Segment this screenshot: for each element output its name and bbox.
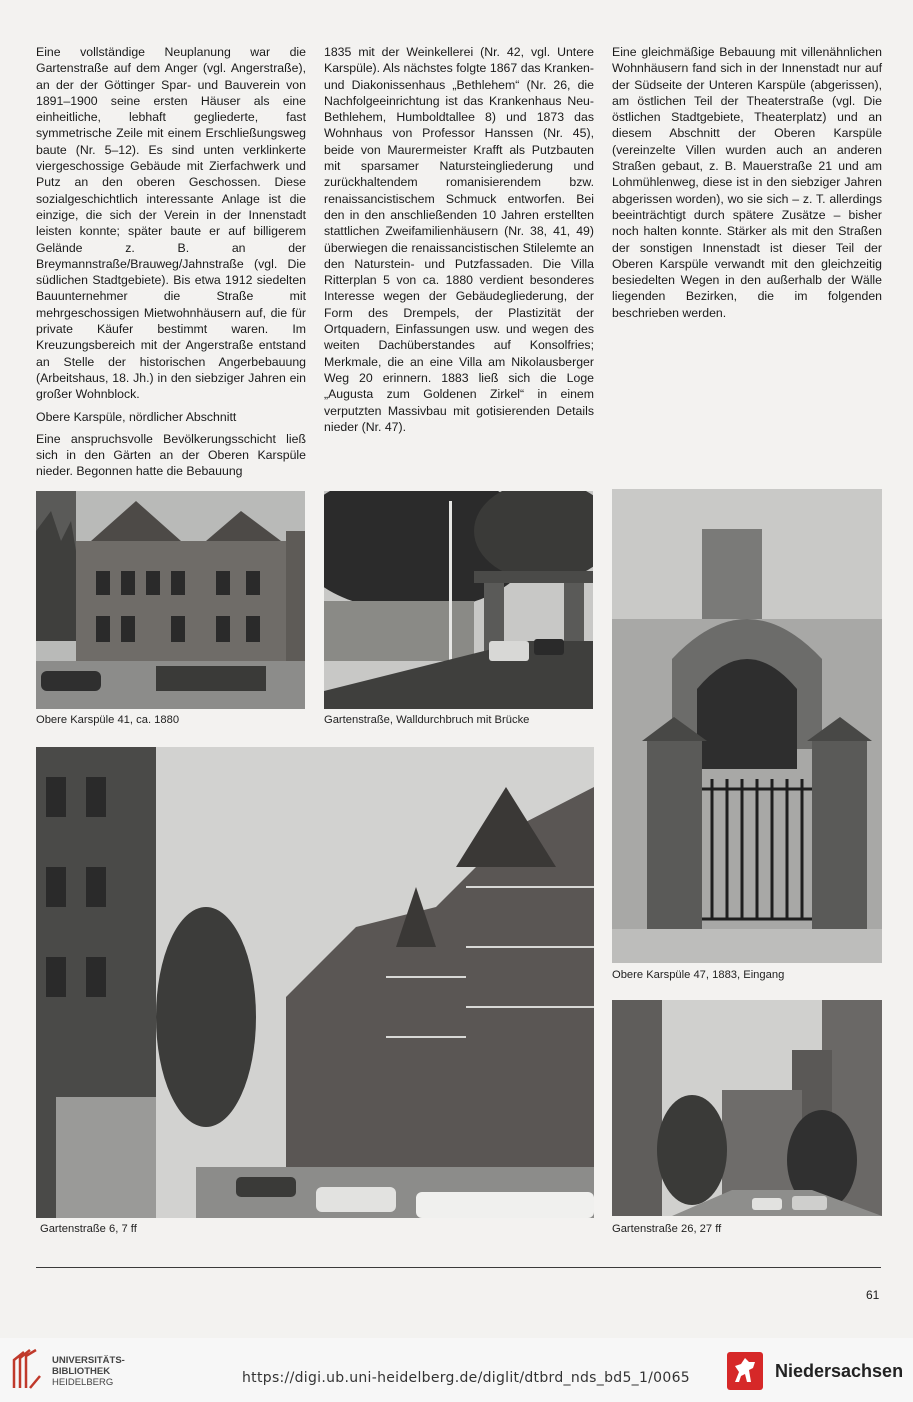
viewer-footer [0, 1338, 913, 1402]
paragraph-villen: Eine gleichmäßige Bebauung mit villenähnlichen Wohnhäusern fand sich in der Innenstadt nur auf der Südseite der Unteren Karspüle (abgerissen), am östlichen Teil der Theaterstraße (vgl. Die östlichen Stadtgebiete, Theaterplatz) und an diesem Abschnitt der Oberen Karspüle (vereinzelte Villen wurden auch an anderen Straßen gebaut, z. B. Mauerstraße 21 und am Lohmühlenweg, diese ist in den siebziger Jahren abgerissen worden), wo sie sich – z. T. allerdings beeinträchtigt durch spätere Zusätze – bisher noch halten konnte. Stärker als mit den Straßen der sonstigen Innenstadt ist dieser Teil der Oberen Karspüle verwandt mit den gleichzeitig besiedelten Wegen in den außerhalb der Wälle liegenden Bezirken, die im folgenden beschrieben werden. [612, 45, 882, 320]
library-name [52, 1355, 125, 1388]
library-name-line-1: UNIVERSITÄTS- [52, 1355, 125, 1366]
text-column-3 [612, 44, 882, 327]
caption-photo-2: Gartenstraße, Walldurchbruch mit Brücke [324, 714, 530, 726]
photo-gartenstrasse-6-7 [36, 747, 594, 1218]
page-number: 61 [866, 1288, 880, 1302]
paragraph-bebauung-history: 1835 mit der Weinkellerei (Nr. 42, vgl. Untere Karspüle). Als nächstes folgte 1867 das Kranken- und Diakonissenhaus „Bethlehem“ (Nr. 26, die Nachfolgeeinrichtung ist das Krankenhaus Neu-Bethlehem, Humboldtallee 8) und 1873 das Wohnhaus von Professor Hanssen (Nr. 45), beide von Maurermeister Krafft als Putzbauten mit sparsamer Natursteingliederung und zurückhaltendem romanisierendem bzw. renaissancistischem Schmuck entworfen. Bei den in den anschließenden 10 Jahren erstellten stattlichen Zweifamilienhäusern (Nr. 38, 41, 49) überwiegen die renaissancistischen Stilelemte an den Naturstein- und Putzfassaden. Die Villa Ritterplan 5 von ca. 1880 verdient besonderes Interesse wegen der Gebäudegliederung, der Form des Drempels, der Plastizität der Ortquadern, Einfassungen usw. und wegen des weiten Dachüberstandes auf Konsolfries; Merkmale, die an eine Villa am Nikolausberger Weg 20 erinnern. 1883 ließ sich die Loge „Augusta zum Goldenen Zirkel“ in einem verputzten Massivbau mit gotisierenden Details nieder (Nr. 47). [324, 45, 594, 434]
caption-photo-5: Gartenstraße 26, 27 ff [612, 1223, 722, 1235]
caption-photo-1: Obere Karspüle 41, ca. 1880 [36, 714, 180, 726]
niedersachsen-horse-logo-icon[interactable] [727, 1352, 763, 1390]
state-name: Niedersachsen [775, 1361, 904, 1381]
text-column-2 [324, 44, 594, 441]
photo-gartenstrasse-bridge [324, 491, 593, 709]
heidelberg-library-logo-icon[interactable] [10, 1348, 44, 1392]
paragraph-gartenstrasse: Eine vollständige Neuplanung war die Gartenstraße auf dem Anger (vgl. Angerstraße), an der der Göttinger Spar- und Bauverein von 1891–1900 seine ersten Häuser als eine einheitliche, lebhaft gegliederte, fast symmetrische Zeile mit einem Erschließungsweg baute (Nr. 5–12). Es sind unten verklinkerte viergeschossige Gebäude mit Zierfachwerk und Putz an den oberen Geschossen. Diese sozialgeschichtlich interessante Anlage ist die einzige, die sich der Verein in der Innenstadt leisten konnte; später baute er auf billigerem Gelände z. B. an der Breymannstraße/Brauweg/Jahnstraße (vgl. Die südlichen Stadtgebiete). Bis etwa 1912 siedelten Bauunternehmer die Straße mit mehrgeschossigen Mietwohnhäusern auf, die für private Käufer bestimmt waren. Im Kreuzungsbereich mit der Angerstraße entstand an Stelle der historischen Angerbebauung (Arbeitshaus, 18. Jh.) in den siebziger Jahren ein großer Wohnblock. [36, 45, 306, 402]
photo-gartenstrasse-26-27 [612, 1000, 882, 1216]
caption-photo-4: Gartenstraße 6, 7 ff [40, 1223, 137, 1235]
paragraph-obere-karspuele-intro: Eine anspruchsvolle Bevölkerungsschicht ließ sich in den Gärten an der Oberen Karspüle nieder. Begonnen hatte die Bebauung [36, 431, 306, 479]
section-heading-obere-karspuele: Obere Karspüle, nördlicher Abschnitt [36, 409, 237, 424]
library-name-line-2: BIBLIOTHEK [52, 1366, 111, 1377]
document-url-link[interactable]: https://digi.ub.uni-heidelberg.de/diglit/dtbrd_nds_bd5_1/0065 [242, 1370, 691, 1386]
photo-obere-karspuele-41 [36, 491, 305, 709]
page-footer-rule [36, 1267, 881, 1268]
library-name-line-3: HEIDELBERG [52, 1377, 114, 1388]
caption-photo-3: Obere Karspüle 47, 1883, Eingang [612, 969, 785, 981]
photo-obere-karspuele-47 [612, 489, 882, 963]
text-column-1 [36, 44, 306, 486]
